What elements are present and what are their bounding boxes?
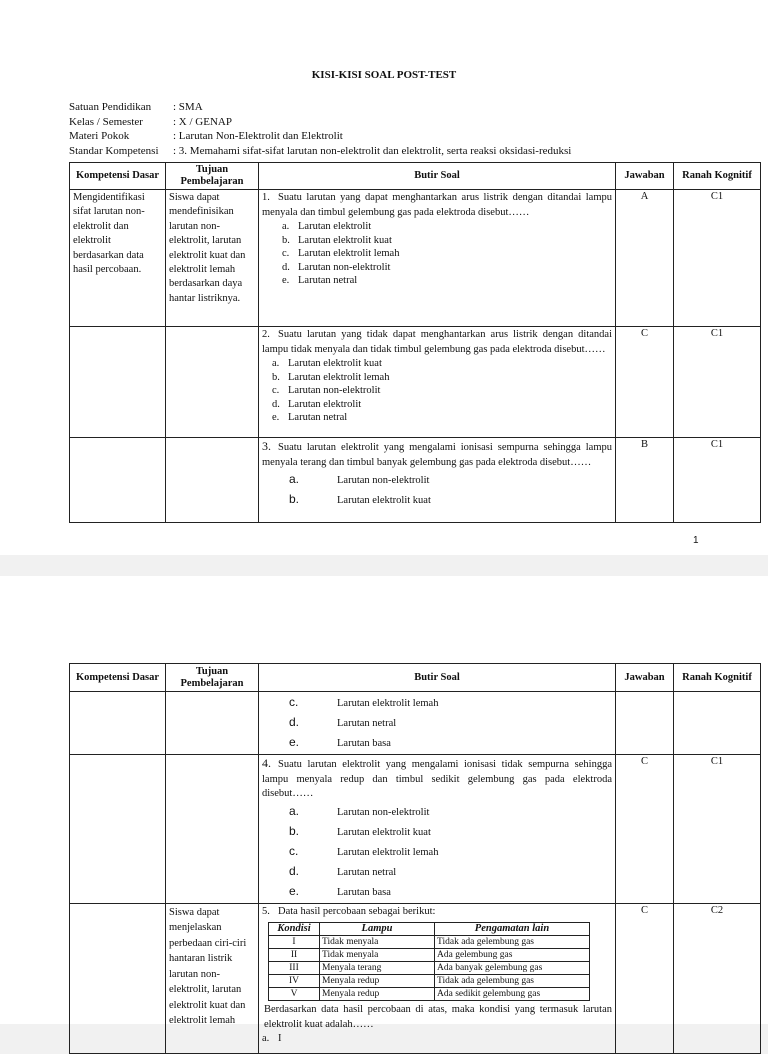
cognitive-level-cell: C2 — [674, 903, 761, 1053]
header-kompetensi-dasar: Kompetensi Dasar — [70, 664, 166, 692]
header-kondisi: Kondisi — [269, 923, 320, 936]
lampu-cell: Menyala terang — [320, 962, 435, 975]
option-list — [262, 220, 612, 288]
answer-cell: A — [616, 190, 674, 327]
kompetensi-dasar-cell — [70, 327, 166, 438]
question-3-continued — [259, 692, 616, 755]
option-d: d. Larutan netral — [289, 715, 397, 729]
tujuan-pembelajaran-cell — [166, 438, 259, 523]
cognitive-level-cell: C1 — [674, 438, 761, 523]
meta-row — [69, 129, 571, 144]
question-number: 1. — [262, 192, 270, 203]
table-row — [70, 190, 761, 327]
kompetensi-dasar-cell — [70, 755, 166, 904]
question-stem: Suatu larutan elektrolit yang mengalami ionisasi tidak sempurna sehingga lampu menyala redup dan timbul sedikit gelembung gas pada elektroda disebut…… — [262, 759, 612, 799]
option-a: a. Larutan non-elektrolit — [289, 803, 430, 818]
meta-value: : Larutan Non-Elektrolit dan Elektrolit — [173, 130, 343, 142]
answer-cell: B — [616, 438, 674, 523]
question-number: 5. — [262, 905, 270, 917]
header-pengamatan-lain: Pengamatan lain — [435, 923, 590, 936]
meta-value: : SMA — [173, 101, 203, 113]
tujuan-pembelajaran-cell: Siswa dapat mendefinisikan larutan non-elektrolit, larutan elektrolit kuat dan elektrolit lemah berdasarkan daya hantar listriknya. — [166, 190, 259, 327]
header-tujuan-pembelajaran: Tujuan Pembelajaran — [166, 163, 259, 190]
option-e: e. Larutan netral — [282, 275, 358, 286]
option-list — [262, 470, 612, 510]
table-row — [70, 438, 761, 523]
kompetensi-dasar-cell — [70, 438, 166, 523]
header-butir-soal: Butir Soal — [259, 163, 616, 190]
answer-cell: C — [616, 903, 674, 1053]
option-c: c. Larutan elektrolit lemah — [289, 695, 439, 709]
kondisi-cell: I — [269, 936, 320, 949]
option-c: c. Larutan elektrolit lemah — [282, 248, 400, 259]
tujuan-pembelajaran-cell — [166, 755, 259, 904]
question-text — [262, 905, 612, 920]
question-text — [262, 439, 612, 470]
table-row — [269, 936, 590, 949]
document-page-2 — [0, 576, 768, 1044]
tujuan-pembelajaran-cell: Siswa dapat menjelaskan perbedaan ciri-ciri hantaran listrik larutan non-elektrolit, larutan elektrolit kuat dan elektrolit lemah — [166, 903, 259, 1053]
kompetensi-dasar-cell: Mengidentifikasi sifat larutan non-elektrolit dan elektrolit berdasarkan data hasil percobaan. — [70, 190, 166, 327]
option-d: d. Larutan elektrolit — [272, 398, 362, 410]
question-2 — [259, 327, 616, 438]
kisi-kisi-table-page-2 — [69, 663, 761, 1054]
option-b: b. Larutan elektrolit kuat — [289, 823, 431, 838]
table-row — [269, 962, 590, 975]
document-title: KISI-KISI SOAL POST-TEST — [311, 69, 457, 81]
option-e: e. Larutan basa — [289, 883, 391, 898]
question-stem: Data hasil percobaan sebagai berikut: — [278, 905, 436, 917]
meta-key: Materi Pokok — [69, 130, 130, 142]
pengamatan-cell: Ada sedikit gelembung gas — [435, 988, 590, 1001]
header-ranah-kognitif: Ranah Kognitif — [674, 664, 761, 692]
option-b: b. Larutan elektrolit kuat — [289, 492, 431, 506]
header-tujuan-pembelajaran: Tujuan Pembelajaran — [166, 664, 259, 692]
header-jawaban: Jawaban — [616, 163, 674, 190]
cognitive-level-cell: C1 — [674, 190, 761, 327]
question-number: 4. — [262, 756, 271, 770]
table-header-row — [70, 163, 761, 190]
pengamatan-cell: Tidak ada gelembung gas — [435, 975, 590, 988]
document-meta — [69, 100, 571, 158]
meta-value: : X / GENAP — [173, 115, 232, 128]
option-list — [262, 357, 612, 425]
experiment-data-table — [268, 922, 590, 1001]
kondisi-cell: II — [269, 949, 320, 962]
option-d: d. Larutan netral — [289, 863, 397, 878]
table-row — [70, 692, 761, 755]
lampu-cell: Menyala redup — [320, 975, 435, 988]
option-d: d. Larutan non-elektrolit — [282, 261, 391, 273]
question-3 — [259, 438, 616, 523]
option-a: a. Larutan elektrolit kuat — [272, 358, 382, 369]
option-a: a. Larutan elektrolit — [282, 221, 372, 232]
tujuan-pembelajaran-cell — [166, 327, 259, 438]
pengamatan-cell: Ada banyak gelembung gas — [435, 962, 590, 975]
meta-row — [69, 115, 571, 130]
cognitive-level-cell: C1 — [674, 327, 761, 438]
kisi-kisi-table-page-1 — [69, 162, 761, 523]
kompetensi-dasar-cell — [70, 692, 166, 755]
question-4 — [259, 755, 616, 904]
table-row — [269, 949, 590, 962]
table-row — [70, 327, 761, 438]
pengamatan-cell: Tidak ada gelembung gas — [435, 936, 590, 949]
option-e: e. Larutan basa — [289, 735, 391, 749]
question-followup-text: Berdasarkan data hasil percobaan di atas, maka kondisi yang termasuk larutan elektrolit kuat adalah…… — [264, 1004, 612, 1030]
table-row — [70, 755, 761, 904]
lampu-cell: Menyala redup — [320, 988, 435, 1001]
meta-value: : 3. Memahami sifat-sifat larutan non-elektrolit dan elektrolit, serta reaksi oksidasi-reduksi — [173, 144, 572, 157]
header-lampu: Lampu — [320, 923, 435, 936]
table-row — [269, 988, 590, 1001]
header-butir-soal: Butir Soal — [259, 664, 616, 692]
option-b: b. Larutan elektrolit kuat — [282, 234, 392, 246]
meta-row — [69, 100, 571, 115]
answer-cell — [616, 692, 674, 755]
header-ranah-kognitif: Ranah Kognitif — [674, 163, 761, 190]
question-text — [262, 328, 612, 357]
table-row — [269, 975, 590, 988]
kondisi-cell: III — [269, 962, 320, 975]
pengamatan-cell: Ada gelembung gas — [435, 949, 590, 962]
kompetensi-dasar-cell — [70, 903, 166, 1053]
option-e: e. Larutan netral — [272, 412, 348, 423]
experiment-header-row — [269, 923, 590, 936]
meta-row — [69, 144, 571, 159]
meta-key: Standar Kompetensi — [69, 144, 159, 157]
page-number: 1 — [693, 535, 699, 546]
option-a: a. I — [262, 1033, 282, 1044]
answer-cell: C — [616, 755, 674, 904]
tujuan-pembelajaran-cell — [166, 692, 259, 755]
option-b: b. Larutan elektrolit lemah — [272, 371, 390, 383]
question-text — [262, 191, 612, 220]
option-list — [262, 802, 612, 902]
lampu-cell: Tidak menyala — [320, 936, 435, 949]
question-stem: Suatu larutan yang tidak dapat menghantarkan arus listrik dengan ditandai lampu tidak menyala dan tidak timbul gelembung gas pada elektroda disebut…… — [262, 329, 612, 355]
question-5 — [259, 903, 616, 1053]
option-list — [262, 693, 612, 753]
kondisi-cell: V — [269, 988, 320, 1001]
option-a: a. Larutan non-elektrolit — [289, 472, 430, 486]
option-c: c. Larutan non-elektrolit — [272, 385, 381, 396]
table-header-row — [70, 664, 761, 692]
answer-cell: C — [616, 327, 674, 438]
question-stem: Suatu larutan elektrolit yang mengalami ionisasi sempurna sehingga lampu menyala terang dan timbul banyak gelembung gas pada elektroda disebut…… — [262, 442, 612, 468]
question-text — [262, 756, 612, 802]
meta-key: Satuan Pendidikan — [69, 101, 152, 113]
question-1 — [259, 190, 616, 327]
lampu-cell: Tidak menyala — [320, 949, 435, 962]
meta-key: Kelas / Semester — [69, 115, 143, 128]
cognitive-level-cell: C1 — [674, 755, 761, 904]
table-row — [70, 903, 761, 1053]
header-kompetensi-dasar: Kompetensi Dasar — [70, 163, 166, 190]
header-jawaban: Jawaban — [616, 664, 674, 692]
option-c: c. Larutan elektrolit lemah — [289, 843, 439, 858]
kondisi-cell: IV — [269, 975, 320, 988]
cognitive-level-cell — [674, 692, 761, 755]
question-stem: Suatu larutan yang dapat menghantarkan arus listrik dengan ditandai lampu menyala dan timbul gelembung gas pada elektroda disebut…… — [262, 192, 612, 218]
question-number: 2. — [262, 329, 270, 340]
question-number: 3. — [262, 439, 271, 453]
